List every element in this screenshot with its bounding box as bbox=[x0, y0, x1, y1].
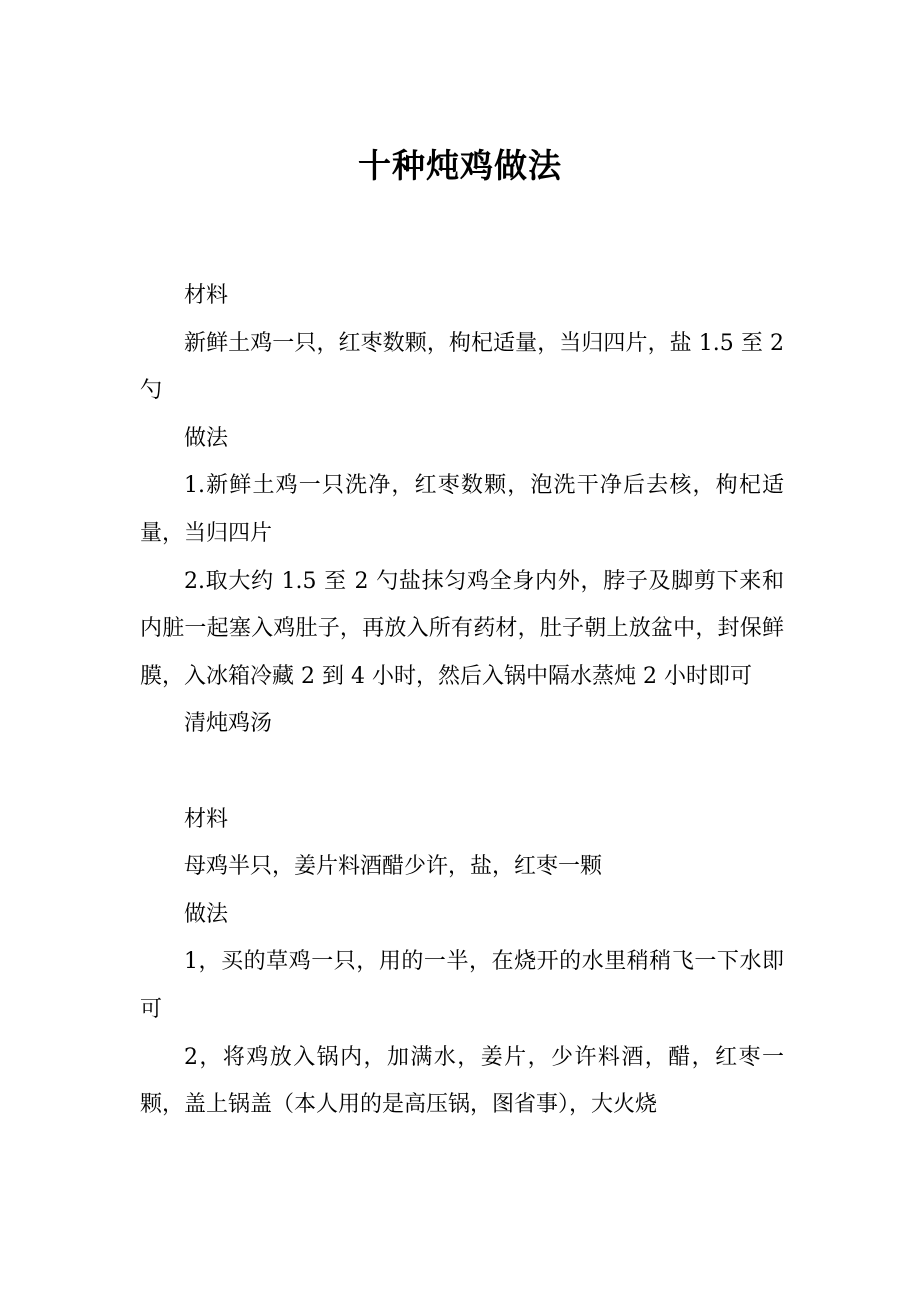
paragraph-method-heading: 做法 bbox=[184, 425, 229, 451]
paragraph-step-2: 2.取大约 1.5 至 2 勺盐抹匀鸡全身内外，脖子及脚剪下来和内脏一起塞入鸡肚子，再放入所有药材，肚子朝上放盆中，封保鲜膜，入冰箱冷藏 2 到 4 小时，然后入锅中隔水蒸炖 2 小时即可 bbox=[140, 568, 784, 689]
paragraph-step-1: 1.新鲜土鸡一只洗净，红枣数颗，泡洗干净后去核，枸杞适量，当归四片 bbox=[140, 473, 784, 546]
document-body bbox=[140, 272, 784, 1129]
paragraph-step-1-2: 1，买的草鸡一只，用的一半，在烧开的水里稍稍飞一下水即可 bbox=[140, 949, 784, 1022]
paragraph-ingredients-heading: 材料 bbox=[184, 283, 229, 308]
paragraph-recipe-title: 清炖鸡汤 bbox=[184, 711, 273, 737]
paragraph-step-2-2: 2，将鸡放入锅内，加满水，姜片，少许料酒，醋，红枣一颗，盖上锅盖（本人用的是高压锅，图省事），大火烧 bbox=[140, 1044, 784, 1118]
document-title: 十种炖鸡做法 bbox=[358, 146, 562, 185]
paragraph-method-heading-2: 做法 bbox=[184, 901, 229, 927]
paragraph-ingredients: 新鲜土鸡一只，红枣数颗，枸杞适量，当归四片，盐 1.5 至 2 勺 bbox=[140, 330, 784, 404]
blank-line bbox=[140, 748, 784, 796]
paragraph-ingredients-2: 母鸡半只，姜片料酒醋少许，盐，红枣一颗 bbox=[184, 854, 603, 880]
paragraph-ingredients-heading-2: 材料 bbox=[184, 806, 229, 832]
